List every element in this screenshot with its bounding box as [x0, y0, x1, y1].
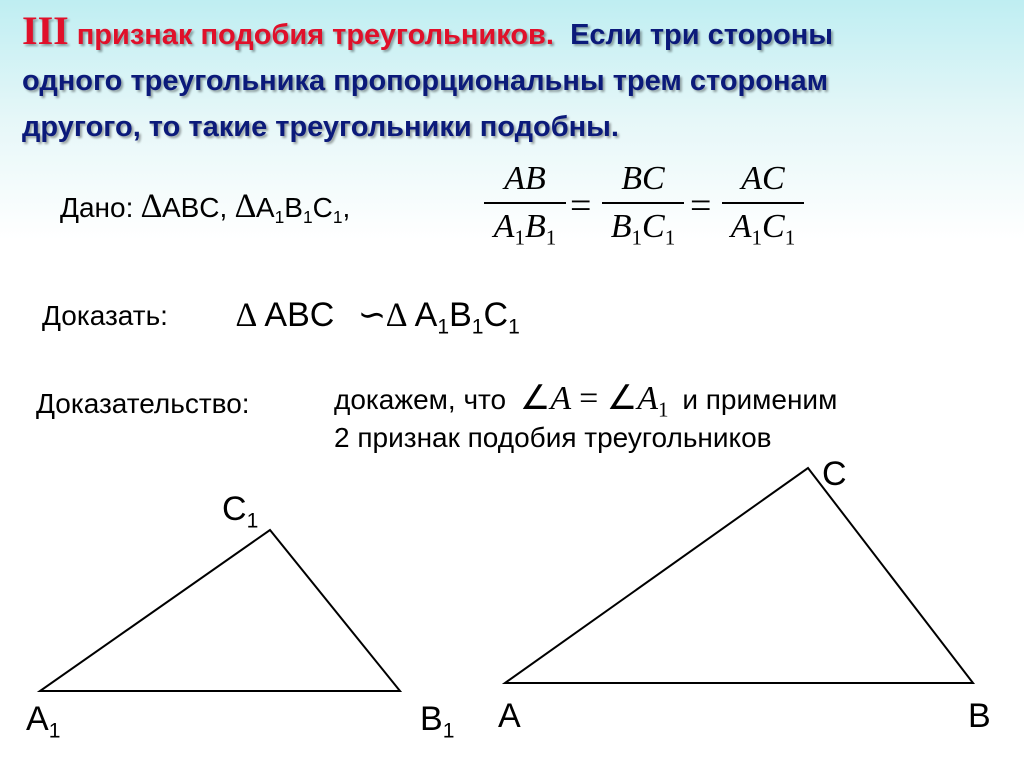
proof-label: Доказательство:	[36, 388, 250, 419]
triangle-a1b1c1	[40, 530, 400, 691]
angle-equation: ∠A = $\angle A_1$	[519, 380, 669, 422]
delta-symbol: ∆	[141, 188, 162, 225]
prove-statement: ∆ ABC ∽∆ $A_1B_1C_1$	[236, 296, 520, 339]
statement-line-1: Если три стороны	[570, 19, 834, 51]
ratio-ac: AC $A_1C_1$	[722, 158, 804, 248]
statement-line-2: одного треугольника пропорциональны трем сторонам	[22, 65, 829, 97]
vertex-a1: $A_1$	[26, 700, 61, 743]
equals-sign: =	[570, 185, 592, 227]
vertex-b1: $B_1$	[420, 700, 455, 743]
given-triangle-abc: ABC,	[161, 192, 228, 223]
delta-symbol: ∆	[235, 188, 256, 225]
statement-line-3: другого, то такие треугольники подобны.	[22, 111, 619, 143]
delta-symbol: ∆	[236, 297, 257, 334]
equals-sign: =	[690, 185, 712, 227]
vertex-b: B	[968, 697, 991, 735]
roman-numeral: III	[22, 8, 69, 53]
delta-symbol: ∆	[386, 297, 408, 334]
given-label: Дано:	[60, 192, 134, 223]
proof-line-1: докажем, что ∠A = $\angle A_1$ и применим	[334, 380, 838, 422]
vertex-a: A	[498, 697, 521, 735]
similarity-symbol: ∽	[357, 297, 387, 334]
given-triangle-a1b1c1: $A_1B_1C_1$,	[255, 192, 351, 228]
proof-line-2: 2 признак подобия треугольников	[334, 422, 772, 453]
prove-label: Доказать:	[42, 300, 168, 331]
triangle-abc	[505, 468, 973, 683]
theorem-title: признак подобия треугольников.	[68, 19, 554, 51]
ratio-bc: BC $B_1C_1$	[602, 158, 684, 248]
vertex-c: C	[822, 455, 847, 493]
ratio-ab: AB $A_1B_1$	[484, 158, 566, 248]
vertex-c1: $C_1$	[222, 490, 259, 533]
